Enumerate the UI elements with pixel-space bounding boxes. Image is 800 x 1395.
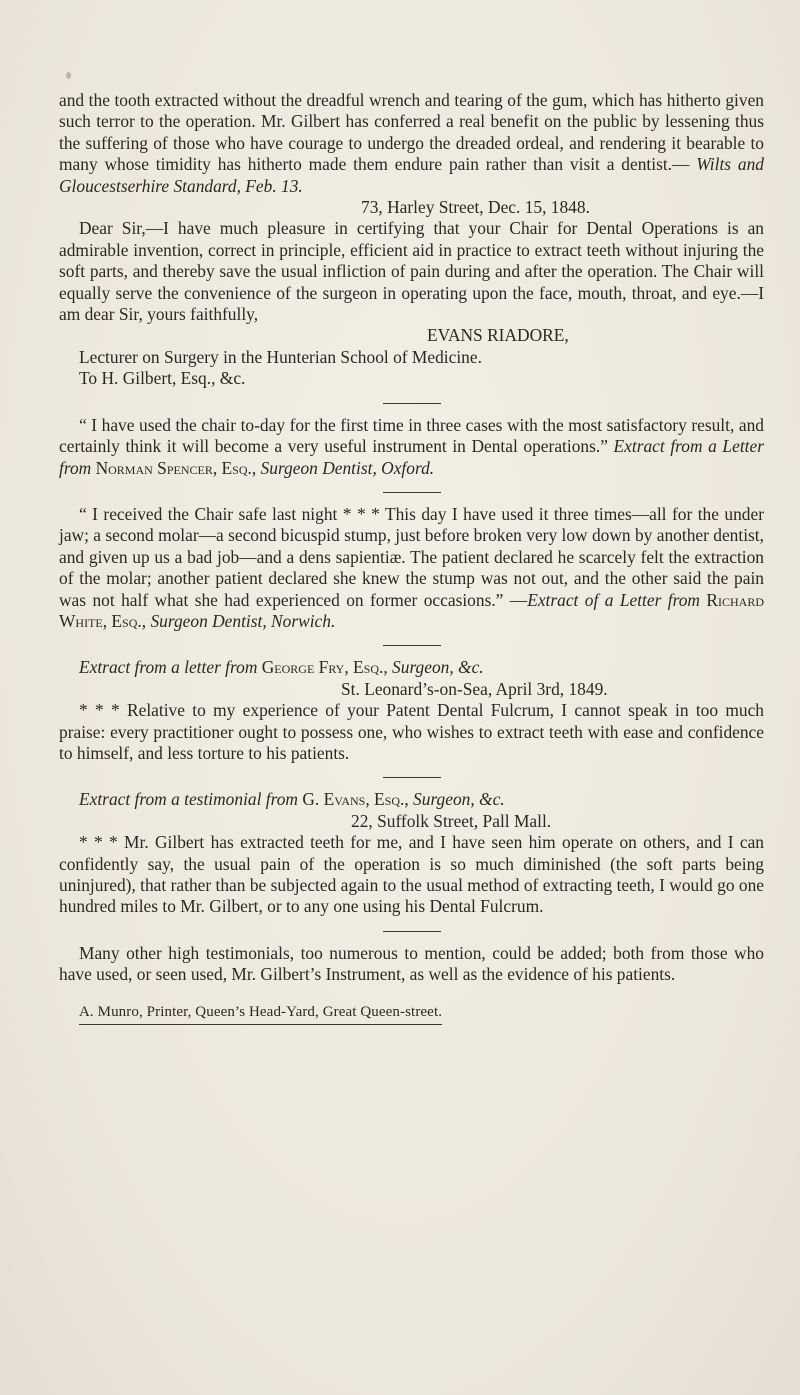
letter3-testimonial [59, 504, 764, 632]
letter1-address: 73, Harley Street, Dec. 15, 1848. [361, 197, 590, 218]
letter1-title: Lecturer on Surgery in the Hunterian School of Medicine. [79, 346, 482, 367]
letter1-addressee: To H. Gilbert, Esq., &c. [79, 368, 246, 389]
separator-rule [383, 403, 441, 404]
letter1-signature: EVANS RIADORE, [427, 325, 569, 346]
letter3-quote: “ I received the Chair safe last night * * * This day I have used it three times—all for the under jaw; a second molar—a second bicuspid stump, just before broken very low down by another dentist, and given up us a bad job—and a dens sapientiæ. The patient declared he scarcely felt the extraction of the molar; another patient declared she knew the stump was not out, and the other said the pain was not half what she had experienced on former occasions.” — [59, 503, 764, 610]
newspaper-source: Wilts and Gloucestserhire Standard, Feb. 13. [59, 154, 764, 196]
newspaper-extract-text: and the tooth extracted without the dreadful wrench and tearing of the gum, which has hitherto given such terror to the operation. Mr. Gilbert has conferred a real benefit on the public by lessening thus the suffering of those who have courage to undergo the dreaded ordeal, and rendering it bearable to many whose timidity has hitherto made them endure pain rather than visit a dentist.— [59, 90, 764, 175]
letter1-body: Dear Sir,—I have much pleasure in certifying that your Chair for Dental Operations is an admirable invention, correct in principle, efficient aid in practice to extract teeth without injuring the soft parts, and thereby save the usual infliction of pain during and after the operation. The Chair will equally serve the convenience of the surgeon in operating upon the face, mouth, throat, and eye.—I am dear Sir, yours faithfully, [59, 218, 764, 325]
letter3-author: Richard White, Esq., [59, 589, 764, 631]
printer-imprint [59, 1002, 764, 1025]
ink-speck [66, 72, 71, 79]
printer-imprint-text: A. Munro, Printer, Queen’s Head-Yard, Great Queen-street. [79, 1002, 442, 1025]
letter2-author: Norman Spencer, Esq., [95, 457, 257, 478]
letter5-address: 22, Suffolk Street, Pall Mall. [351, 810, 552, 831]
separator-rule [383, 931, 441, 932]
newspaper-extract [59, 90, 764, 197]
letter3-source: Extract of a Letter from [527, 589, 707, 610]
text-column [59, 90, 764, 1025]
separator-rule [383, 645, 441, 646]
letter5-heading [59, 789, 764, 810]
letter2-testimonial [59, 415, 764, 479]
letter2-author-title: Surgeon Dentist, Oxford. [260, 457, 435, 478]
letter4-heading [59, 657, 764, 678]
closing-paragraph: Many other high testimonials, too numerous to mention, could be added; both from those who have used, or seen used, Mr. Gilbert’s Instrument, as well as the evidence of his patients. [59, 942, 764, 985]
letter4-author: George Fry, Esq., [261, 657, 388, 678]
letter4-heading-prefix: Extract from a letter from [79, 657, 262, 678]
letter4-address: St. Leonard’s-on-Sea, April 3rd, 1849. [341, 678, 608, 699]
letter4-body: * * * Relative to my experience of your Patent Dental Fulcrum, I cannot speak in too much praise: every practitioner ought to possess one, who wishes to extract teeth with ease and confidence to himself, and less torture to his patients. [59, 700, 764, 763]
separator-rule [383, 492, 441, 493]
letter5-author-title: Surgeon, &c. [413, 789, 505, 810]
letter3-author-title: Surgeon Dentist, Norwich. [150, 610, 336, 631]
letter5-heading-prefix: Extract from a testimonial from [79, 789, 303, 810]
separator-rule [383, 777, 441, 778]
letter5-author: G. Evans, Esq., [302, 789, 409, 810]
letter5-body: * * * Mr. Gilbert has extracted teeth for me, and I have seen him operate on others, and I can confidently say, the usual pain of the operation is so much diminished (the soft parts being uninjured), that rather than be subjected again to the usual method of extracting teeth, I would go one hundred miles to Mr. Gilbert, or to any one using his Dental Fulcrum. [59, 832, 764, 917]
letter4-author-title: Surgeon, &c. [392, 657, 484, 678]
letter2-source: Extract from a Letter from [59, 436, 764, 478]
letter2-quote: “ I have used the chair to-day for the first time in three cases with the most satisfactory result, and certainly think it will become a very useful instrument in Dental operations.” [59, 414, 764, 457]
